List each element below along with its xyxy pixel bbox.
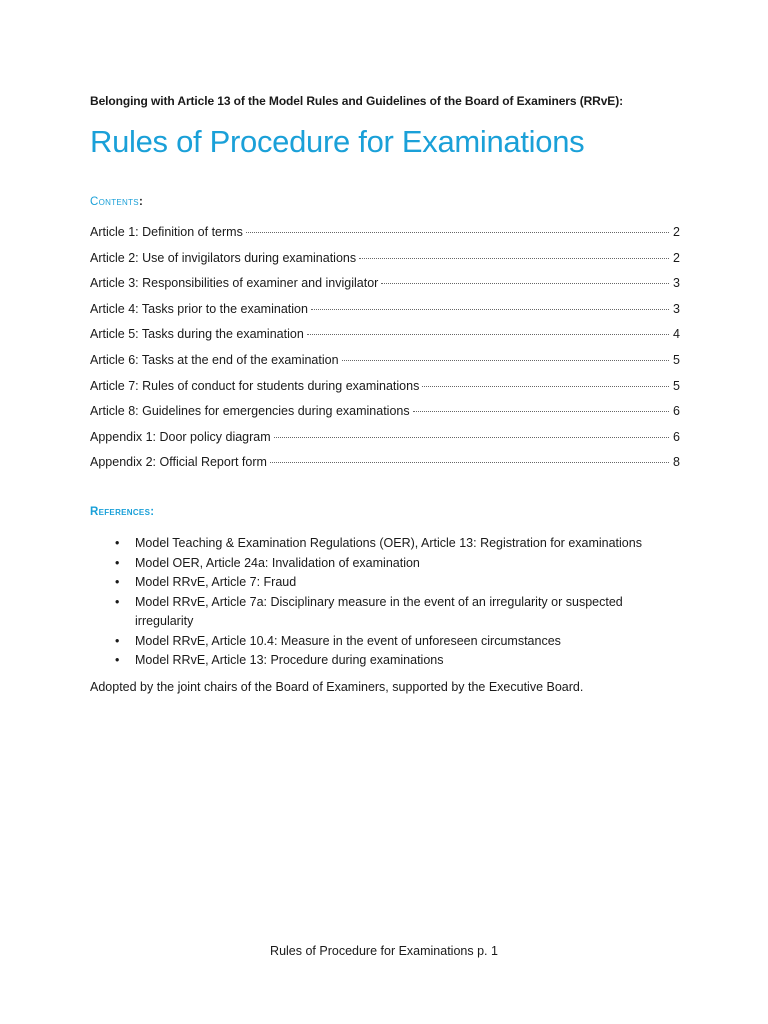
contents-heading-label: Contents <box>90 196 139 208</box>
toc-entry-label: Article 8: Guidelines for emergencies during examinations <box>90 404 410 419</box>
references-heading-label: References <box>90 506 151 518</box>
contents-heading <box>90 196 143 208</box>
toc-page-number: 6 <box>673 429 680 444</box>
table-of-contents <box>90 224 680 480</box>
toc-entry[interactable] <box>90 301 680 327</box>
adoption-statement: Adopted by the joint chairs of the Board of Examiners, supported by the Executive Board. <box>90 680 584 694</box>
reference-item <box>90 554 680 574</box>
toc-dot-leader <box>422 386 669 387</box>
toc-dot-leader <box>246 232 669 233</box>
page-footer: Rules of Procedure for Examinations p. 1 <box>270 944 498 958</box>
toc-entry[interactable] <box>90 403 680 429</box>
toc-page-number: 8 <box>673 455 680 470</box>
bullet-icon: • <box>115 653 120 667</box>
reference-item <box>90 573 680 593</box>
bullet-icon: • <box>115 536 120 550</box>
contents-heading-colon: : <box>138 196 144 208</box>
toc-entry-label: Article 2: Use of invigilators during examinations <box>90 250 357 265</box>
reference-text: Model RRvE, Article 13: Procedure during examinations <box>135 653 444 667</box>
references-heading <box>90 506 154 518</box>
reference-text: Model RRvE, Article 10.4: Measure in the event of unforeseen circumstances <box>135 633 561 648</box>
toc-dot-leader <box>381 283 669 284</box>
toc-page-number: 5 <box>673 352 680 367</box>
references-list <box>90 534 680 671</box>
toc-page-number: 2 <box>673 225 680 239</box>
document-preamble: Belonging with Article 13 of the Model Rules and Guidelines of the Board of Examiners (RRvE): <box>90 94 623 108</box>
document-title: Rules of Procedure for Examinations <box>90 124 585 159</box>
toc-entry[interactable] <box>90 224 680 250</box>
toc-page-number: 2 <box>673 250 680 265</box>
toc-entry[interactable] <box>90 429 680 455</box>
reference-text: Model Teaching & Examination Regulations (OER), Article 13: Registration for examinations <box>135 536 642 550</box>
toc-dot-leader <box>342 360 669 361</box>
toc-entry-label: Article 1: Definition of terms <box>90 225 243 239</box>
reference-text: Model RRvE, Article 7: Fraud <box>135 575 297 589</box>
toc-dot-leader <box>359 258 669 259</box>
toc-entry-label: Article 3: Responsibilities of examiner and invigilator <box>90 276 379 291</box>
bullet-icon: • <box>115 555 120 570</box>
toc-dot-leader <box>274 437 669 438</box>
toc-entry[interactable] <box>90 275 680 301</box>
reference-text: Model RRvE, Article 7a: Disciplinary measure in the event of an irregularity or suspected irregularity <box>135 594 623 628</box>
reference-text: Model OER, Article 24a: Invalidation of examination <box>135 555 420 570</box>
toc-entry[interactable] <box>90 250 680 276</box>
toc-page-number: 6 <box>673 404 680 419</box>
references-heading-colon: : <box>150 506 155 518</box>
toc-entry-label: Article 7: Rules of conduct for students during examinations <box>90 378 420 393</box>
toc-page-number: 3 <box>673 276 680 291</box>
toc-page-number: 5 <box>673 378 680 393</box>
bullet-icon: • <box>115 594 120 609</box>
reference-item <box>90 632 680 652</box>
bullet-icon: • <box>115 633 120 648</box>
toc-page-number: 3 <box>673 301 680 316</box>
bullet-icon: • <box>115 575 120 589</box>
toc-entry-label: Article 4: Tasks prior to the examination <box>90 301 308 316</box>
toc-entry-label: Appendix 1: Door policy diagram <box>90 429 271 444</box>
toc-entry-label: Article 5: Tasks during the examination <box>90 327 304 342</box>
toc-entry-label: Article 6: Tasks at the end of the examination <box>90 352 339 367</box>
reference-item <box>90 534 680 554</box>
toc-dot-leader <box>270 462 669 463</box>
toc-dot-leader <box>413 411 669 412</box>
toc-entry[interactable] <box>90 454 680 480</box>
toc-entry[interactable] <box>90 352 680 378</box>
reference-item <box>90 651 680 671</box>
toc-page-number: 4 <box>673 327 680 342</box>
toc-dot-leader <box>311 309 669 310</box>
toc-dot-leader <box>307 334 669 335</box>
toc-entry[interactable] <box>90 378 680 404</box>
toc-entry-label: Appendix 2: Official Report form <box>90 455 267 470</box>
toc-entry[interactable] <box>90 326 680 352</box>
reference-item <box>90 593 680 632</box>
